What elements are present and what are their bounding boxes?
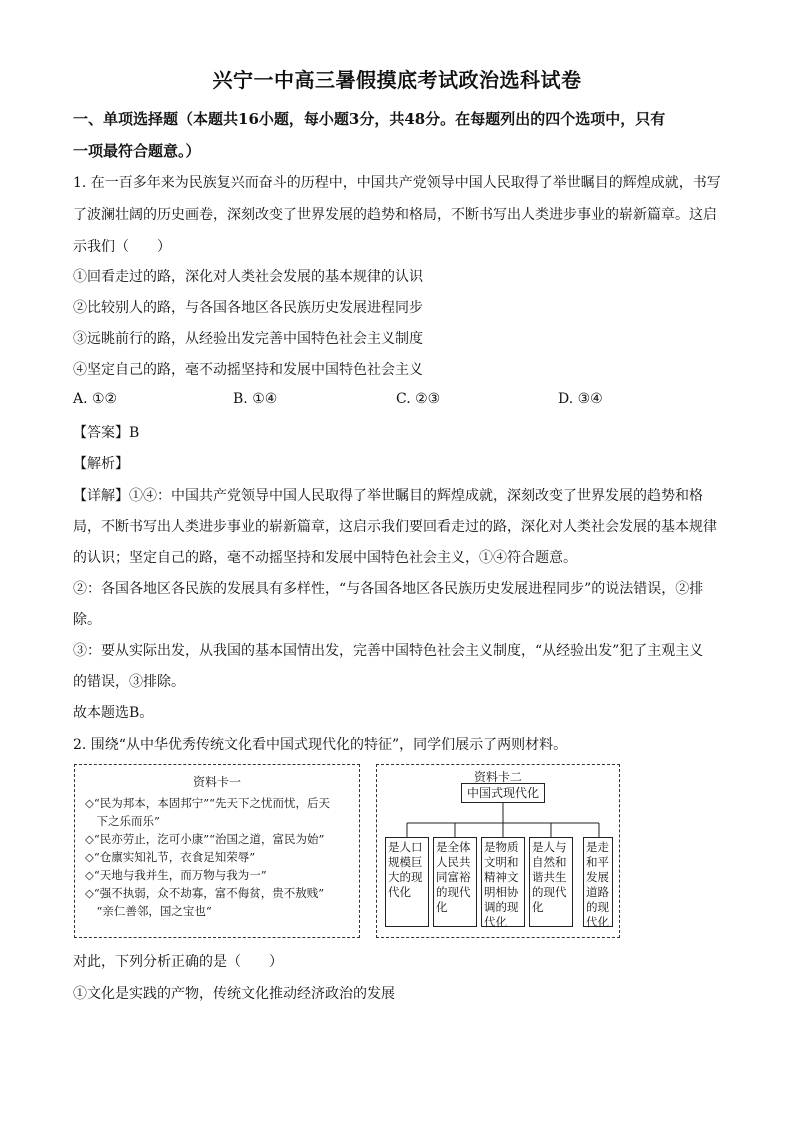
card-one-line: ◇“强不执弱，众不劫寡，富不侮贫，贵不敖贱” <box>85 886 325 900</box>
tree-child-node: 是物质文明和精神文明相协调的现代化 <box>481 837 525 927</box>
card-one-line: “亲仁善邻，国之宝也“ <box>85 904 212 918</box>
q1-detail-line: 局，不断书写出人类进步事业的崭新篇章，这启示我们要回看走过的路，深化对人类社会发展的基本规律 <box>73 519 717 535</box>
q1-detail-line: 故本题选B。 <box>73 705 154 721</box>
q2-stem: 2. 围绕“从中华优秀传统文化看中国式现代化的特征”，同学们展示了两则材料。 <box>73 737 568 753</box>
material-card-two <box>376 764 620 938</box>
tree-child-node: 是人口规模巨大的现代化 <box>385 837 429 927</box>
q2-statement: ①文化是实践的产物，传统文化推动经济政治的发展 <box>73 986 395 1002</box>
card-one-line: ◇“天地与我并生，而万物与我为一” <box>85 868 267 882</box>
card-two-caption: 资料卡二 <box>473 770 522 784</box>
card-one-line: ◇“仓廪实知礼节，衣食足知荣辱” <box>85 850 256 864</box>
card-one-caption: 资料卡一 <box>192 775 241 789</box>
q1-stem-line: 示我们（ ） <box>73 239 171 255</box>
q1-stem-line: 了波澜壮阔的历史画卷，深刻改变了世界发展的趋势和格局，不断书写出人类进步事业的崭新篇章。这启 <box>73 207 717 223</box>
tree-child-node: 是全体人民共同富裕的现代化 <box>433 837 477 927</box>
q1-detail-line: ③：要从实际出发，从我国的基本国情出发，完善中国特色社会主义制度，“从经验出发”犯了主观主义 <box>73 643 704 659</box>
card-one-line: 下之乐而乐” <box>85 814 160 828</box>
q1-statement: ②比较别人的路，与各国各地区各民族历史发展进程同步 <box>73 300 423 316</box>
q1-statement: ①回看走过的路，深化对人类社会发展的基本规律的认识 <box>73 269 423 285</box>
q1-detail-line: 的认识；坚定自己的路，毫不动摇坚持和发展中国特色社会主义，①④符合题意。 <box>73 550 577 566</box>
q1-detail-line: ②：各国各地区各民族的发展具有多样性，“与各国各地区各民族历史发展进程同步”的说法错误，②排 <box>73 581 704 597</box>
q1-detail-line: 的错误，③排除。 <box>73 674 185 690</box>
section-heading-line2: 一项最符合题意。） <box>73 142 201 160</box>
q2-prompt: 对此，下列分析正确的是（ ） <box>73 954 283 970</box>
q1-detail-line: 【详解】①④：中国共产党领导中国人民取得了举世瞩目的辉煌成就，深刻改变了世界发展的趋势和格 <box>73 488 703 504</box>
q1-analysis-label: 【解析】 <box>73 456 129 472</box>
q1-answer: 【答案】B <box>73 425 140 441</box>
q1-detail-line: 除。 <box>73 612 101 628</box>
material-card-one <box>74 764 360 938</box>
card-one-line: ◇“民亦劳止，汔可小康”“治国之道，富民为始” <box>85 832 325 846</box>
q1-option-b: B. ①④ <box>233 391 278 407</box>
q1-option-c: C. ②③ <box>396 391 441 407</box>
card-one-line: ◇“民为邦本，本固邦宁”“先天下之忧而忧，后天 <box>85 796 330 810</box>
tree-root-node: 中国式现代化 <box>461 783 545 803</box>
q1-option-d: D. ③④ <box>558 391 603 407</box>
q1-statement: ③远眺前行的路，从经验出发完善中国特色社会主义制度 <box>73 331 423 347</box>
q1-statement: ④坚定自己的路，毫不动摇坚持和发展中国特色社会主义 <box>73 362 423 378</box>
tree-child-node: 是走和平发展道路的现代化 <box>583 837 613 927</box>
page-title: 兴宁一中高三暑假摸底考试政治选科试卷 <box>212 68 582 92</box>
tree-child-node: 是人与自然和谐共生的现代化 <box>529 837 573 927</box>
q1-stem-line: 1. 在一百多年来为民族复兴而奋斗的历程中，中国共产党领导中国人民取得了举世瞩目的辉煌成就，书写 <box>73 175 721 191</box>
section-heading-line1: 一、单项选择题（本题共16小题，每小题3分，共48分。在每题列出的四个选项中，只有 <box>73 110 666 128</box>
q1-option-a: A. ①② <box>73 391 118 407</box>
